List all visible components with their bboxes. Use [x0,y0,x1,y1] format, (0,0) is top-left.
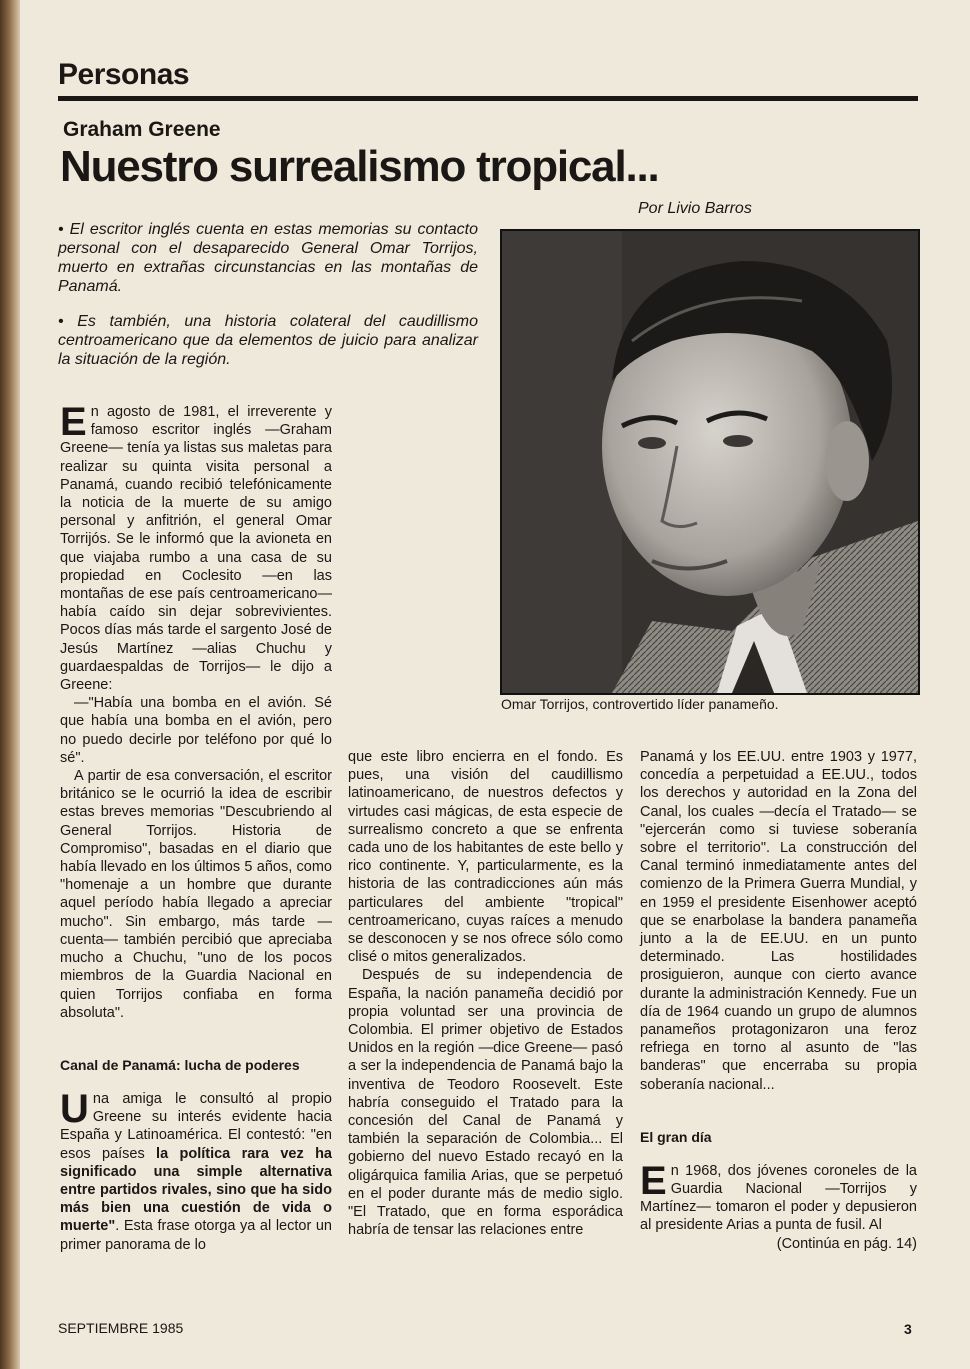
subheading: El gran día [640,1128,712,1145]
paragraph [640,1158,917,1235]
subheading: Canal de Panamá: lucha de poderes [60,1056,300,1073]
article-column-2 [348,748,623,1239]
paragraph-text: n agosto de 1981, el irreverente y famoso escritor inglés —Graham Greene— tenía ya listas sus maletas para realizar su quinta visita personal a Panamá, cuando recibió telefónicamente la noticia de la muerte de su amigo personal y anfitrión, el general Omar Torrijós. Se le informó que la avioneta en que viajaba rumbo a una casa de su propiedad en Coclesito —en las montañas de ese país centroamericano— había caído sin dejar sobrevivientes. Pocos días más tarde el sargento José de Jesús Martínez —alias Chuchu y guardaespaldas de Torrijos— le dijo a Greene: [60,404,332,694]
portrait-photo [500,229,920,695]
article-column-1 [60,400,332,1254]
continued-link[interactable]: (Continúa en pág. 14) [776,1235,917,1252]
portrait-illustration [502,231,918,693]
article-kicker: Graham Greene [63,118,221,141]
quote-emphasis: la política rara vez ha significado una simple alternativa entre partidos rivales, sino que ha sido más bien una cuestión de vida o muerte" [60,1145,332,1235]
article-column-3 [640,748,917,1253]
summary-bullet-2: • Es también, una historia colateral del caudillismo centroamericano que da elementos de juicio para analizar la situación de la región. [58,313,478,368]
paragraph: Panamá y los EE.UU. entre 1903 y 1977, concedía a perpetuidad a EE.UU., todos los derechos y autoridad en la Zona del Canal, los cuales —decía el Tratado— se "ejercerán como si tuviese soberanía sobre el territorio". La construcción del Canal terminó inmediatamente antes del comienzo de la Primera Guerra Mundial, y en 1959 el presidente Eisenhower aceptó que se enarbolase la bandera panameña junto a la de EE.UU. en un punto determinado. Las hostilidades prosiguieron, aunque con cierto avance durante la administración Kennedy. Fue un día de 1964 cuando un grupo de alumnos panameños protagonizaron una feroz refriega en torno al asunto de "las banderas" que encerraba su propia soberanía nacional... [640,749,917,1093]
paragraph: Después de su independencia de España, la nación panameña decidió por propia voluntad ser una provincia de Colombia. El primer objetivo de Estados Unidos en la región —dice Greene— pasó a ser la independencia de Panamá bajo la inventiva de Teodoro Roosevelt. Este habría conseguido el Tratado para la concesión del Canal de Panamá y también la separación de Colombia... El gobierno del nuevo Estado recayó en la oligárquica familia Arias, que se perpetuó en el poder durante más de medio siglo. "El Tratado, que en forma esporádica habría de tensar las relaciones entre [348,967,623,1239]
page-number: 3 [904,1321,912,1337]
paragraph [60,1086,332,1254]
article-byline: Por Livio Barros [638,200,752,217]
paragraph [60,400,332,694]
summary-bullet-1: • El escritor inglés cuenta en estas memorias su contacto personal con el desaparecido General Omar Torrijos, muerto en extrañas circunstancias en las montañas de Panamá. [58,221,478,295]
photo-caption: Omar Torrijos, controvertido líder panameño. [501,696,779,712]
paragraph: A partir de esa conversación, el escritor británico se le ocurrió la idea de escribir estas breves memorias "Descubriendo al General Torrijos. Historia de Compromiso", basadas en el diario que había llevado en los últimos 5 años, como "homenaje a un hombre que durante aquel período había llegado a apreciar mucho". Sin embargo, más tarde —cuenta— también percibió que apreciaba mucho a Chuchu, "uno de los pocos miembros de la Guardia Nacional en quien Torrijos confiaba en forma absoluta". [60,768,332,1021]
drop-cap: E [640,1158,667,1203]
drop-cap: U [60,1086,89,1131]
binding-spine [0,0,20,1369]
section-rule [58,96,918,101]
paragraph: —"Había una bomba en el avión. Sé que había una bomba en el avión, pero no puedo decirle por teléfono por qué lo sé". [60,695,332,766]
section-title: Personas [58,58,190,91]
paragraph: que este libro encierra en el fondo. Es pues, una visión del caudillismo latinoamericano, de nuestros defectos y virtudes casi mágicas, de esta especie de surrealismo concreto a que se enfrenta cada uno de los habitantes de este bello y rico continente. Y, particularmente, es la historia de las contradicciones aún más particulares del ambiente "tropical" centroamericano, cuyas raíces a menudo se desconocen y se nos ofrece sólo como clisé o mitos generalizados. [348,749,623,966]
paragraph-text: . Esta frase otorga ya al lector un primer panorama de lo [60,1218,332,1253]
magazine-page [20,0,970,1369]
issue-date: SEPTIEMBRE 1985 [58,1320,184,1336]
article-headline: Nuestro surrealismo tropical... [60,142,659,191]
paragraph-text: na amiga le consultó al propio Greene su interés evidente hacia España y Latinoamérica. El contestó: "en esos países [60,1090,332,1162]
drop-cap: E [60,400,87,444]
paragraph-text: n 1968, dos jóvenes coroneles de la Guardia Nacional —Torrijos y Martínez— tomaron el poder y depusieron al presidente Arias a punta de fusil. Al [640,1162,917,1234]
